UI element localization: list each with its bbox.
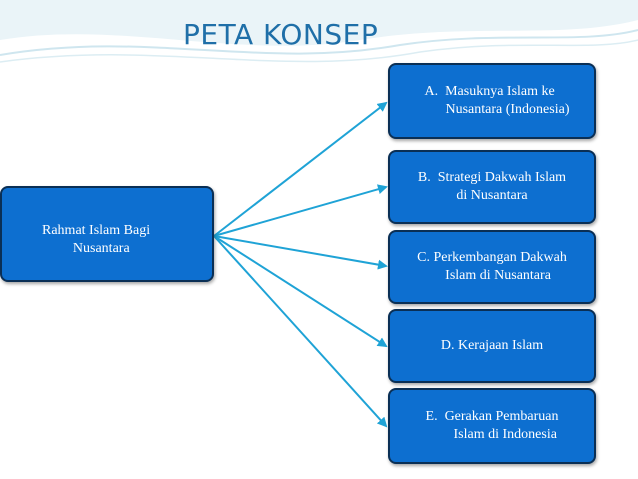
node-c-label: C. Perkembangan Dakwah Islam di Nusantara — [417, 250, 567, 283]
node-a-label: A. Masuknya Islam ke Nusantara (Indonesia) — [424, 84, 570, 117]
node-e-label: E. Gerakan Pembaruan Islam di Indonesia — [425, 409, 559, 442]
node-c — [388, 230, 596, 304]
node-d — [388, 309, 596, 383]
node-b-label: B. Strategi Dakwah Islam di Nusantara — [417, 170, 567, 203]
node-b — [388, 150, 596, 224]
node-e — [388, 388, 596, 464]
arrow-to-node-c — [214, 236, 386, 266]
page-title: PETA KONSEP — [183, 18, 379, 51]
root-node-label: Rahmat Islam Bagi Nusantara — [42, 223, 151, 256]
arrow-to-node-d — [214, 236, 386, 346]
node-a — [388, 63, 596, 139]
arrow-to-node-b — [214, 187, 386, 236]
arrow-to-node-e — [214, 236, 386, 426]
node-d-label: D. Kerajaan Islam — [440, 338, 544, 353]
arrow-to-node-a — [214, 103, 386, 236]
root-node — [0, 186, 214, 282]
